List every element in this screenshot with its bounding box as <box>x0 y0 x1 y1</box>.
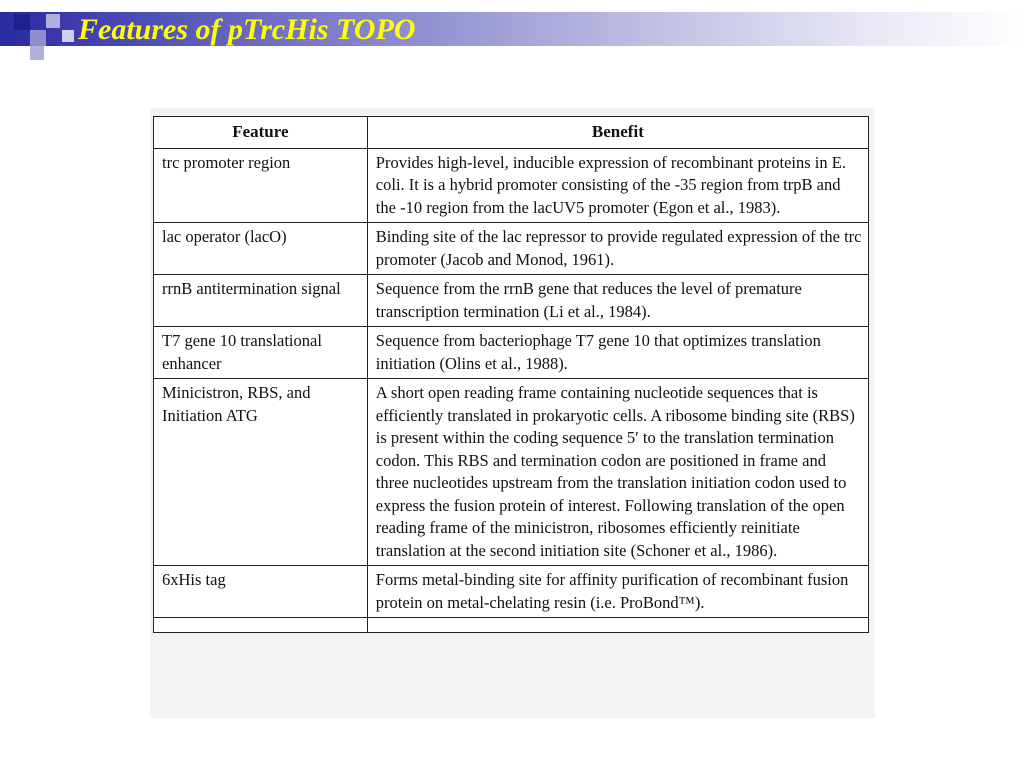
features-table <box>153 116 869 633</box>
table-row <box>154 379 869 566</box>
feature-cell: Minicistron, RBS, and Initiation ATG <box>154 379 368 566</box>
table-row <box>154 566 869 618</box>
decor-square <box>62 30 74 42</box>
decor-square <box>30 46 44 60</box>
table-row <box>154 327 869 379</box>
table-row <box>154 223 869 275</box>
decor-square <box>14 14 30 30</box>
benefit-cell: Binding site of the lac repressor to provide regulated expression of the trc promoter (Jacob and Monod, 1961). <box>367 223 868 275</box>
benefit-cell: Provides high-level, inducible expression of recombinant proteins in E. coli. It is a hybrid promoter consisting of the -35 region from trpB and the -10 region from the lacUV5 promoter (Egon et al., 1983). <box>367 148 868 223</box>
table-row <box>154 148 869 223</box>
benefit-cell: Sequence from bacteriophage T7 gene 10 that optimizes translation initiation (Olins et al., 1988). <box>367 327 868 379</box>
feature-cell: trc promoter region <box>154 148 368 223</box>
feature-cell: 6xHis tag <box>154 566 368 618</box>
benefit-cell: Sequence from the rrnB gene that reduces the level of premature transcription termination (Li et al., 1984). <box>367 275 868 327</box>
feature-cell: lac operator (lacO) <box>154 223 368 275</box>
decor-square <box>46 14 60 28</box>
header-benefit: Benefit <box>367 117 868 149</box>
benefit-cell: A short open reading frame containing nucleotide sequences that is efficiently translated in prokaryotic cells. A ribosome binding site (RBS) is present within the coding sequence 5′ to the translation termination codon. This RBS and termination codon are positioned in frame and three nucleotides upstream from the translation initiation codon used to express the fusion protein of interest. Following translation of the open reading frame of the minicistron, ribosomes efficiently reinitiate translation at the second initiation site (Schoner et al., 1986). <box>367 379 868 566</box>
decor-square <box>30 30 46 46</box>
benefit-cell: Forms metal-binding site for affinity purification of recombinant fusion protein on metal-chelating resin (i.e. ProBond™). <box>367 566 868 618</box>
feature-cell: T7 gene 10 translational enhancer <box>154 327 368 379</box>
table-row-cutoff <box>154 618 869 633</box>
header-feature: Feature <box>154 117 368 149</box>
feature-cell: rrnB antitermination signal <box>154 275 368 327</box>
table-header-row <box>154 117 869 149</box>
table-row <box>154 275 869 327</box>
slide-title: Features of pTrcHis TOPO <box>78 13 416 46</box>
table-image-panel <box>150 108 875 718</box>
